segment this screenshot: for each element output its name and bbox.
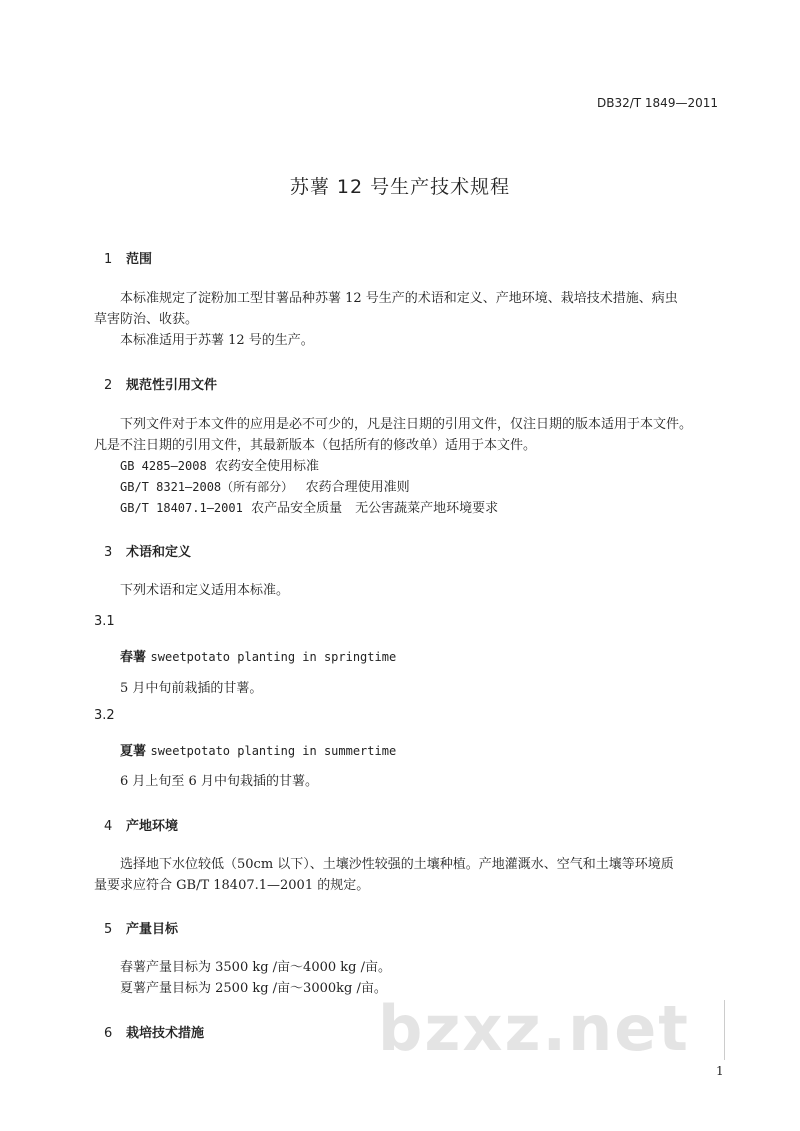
section-4-paragraph-1b: 量要求应符合 GB/T 18407.1—2001 的规定。 — [94, 878, 370, 893]
term-definition: 5 月中旬前栽插的甘薯。 — [120, 681, 263, 696]
section-5-heading — [104, 918, 178, 937]
section-4-heading — [104, 815, 178, 834]
section-6-number: 6 — [104, 1026, 113, 1041]
term-english: sweetpotato planting in springtime — [150, 650, 397, 664]
term-entry — [120, 740, 396, 759]
section-1-paragraph-2: 本标准适用于苏薯 12 号的生产。 — [120, 333, 314, 348]
reference-name: 农药合理使用准则 — [305, 480, 410, 495]
term-number: 3.2 — [94, 708, 115, 723]
reference-item — [120, 456, 319, 477]
section-4-title: 产地环境 — [126, 819, 179, 834]
section-4-number: 4 — [104, 819, 113, 834]
term-entry — [120, 646, 396, 665]
section-3-heading — [104, 541, 191, 560]
section-5-number: 5 — [104, 922, 113, 937]
section-2-paragraph-1b: 凡是不注日期的引用文件，其最新版本（包括所有的修改单）适用于本文件。 — [94, 438, 537, 453]
term-definition: 6 月上旬至 6 月中旬栽插的甘薯。 — [120, 774, 318, 789]
section-5-title: 产量目标 — [126, 922, 179, 937]
reference-name: 农产品安全质量 无公害蔬菜产地环境要求 — [251, 501, 499, 516]
reference-item — [120, 477, 410, 498]
reference-code: GB/T 18407.1—2001 — [120, 501, 243, 515]
section-3-title: 术语和定义 — [126, 545, 192, 560]
section-3-number: 3 — [104, 545, 113, 560]
reference-item — [120, 498, 498, 519]
page-edge-line — [724, 1000, 725, 1060]
section-5-paragraph-2: 夏薯产量目标为 2500 kg /亩～3000kg /亩。 — [120, 981, 387, 996]
section-1-paragraph-1a: 本标准规定了淀粉加工型甘薯品种苏薯 12 号生产的术语和定义、产地环境、栽培技术措施、病虫 — [120, 291, 678, 306]
document-code: DB32/T 1849—2011 — [596, 96, 718, 110]
section-5-paragraph-1: 春薯产量目标为 3500 kg /亩～4000 kg /亩。 — [120, 960, 391, 975]
reference-code: GB 4285—2008 — [120, 459, 207, 473]
term-chinese: 夏薯 — [120, 744, 147, 759]
page-title: 苏薯 12 号生产技术规程 — [289, 176, 511, 198]
term-english: sweetpotato planting in summertime — [150, 744, 397, 758]
section-2-paragraph-1a: 下列文件对于本文件的应用是必不可少的，凡是注日期的引用文件，仅注日期的版本适用于本文件。 — [120, 417, 693, 432]
watermark: bzxz.net — [378, 992, 690, 1065]
section-1-title: 范围 — [126, 252, 153, 267]
term-number: 3.1 — [94, 614, 115, 629]
section-2-number: 2 — [104, 378, 113, 393]
section-3-intro: 下列术语和定义适用本标准。 — [120, 583, 290, 598]
term-chinese: 春薯 — [120, 650, 147, 665]
section-6-heading — [104, 1022, 204, 1041]
section-4-paragraph-1a: 选择地下水位较低（50cm 以下）、土壤沙性较强的土壤种植。产地灌溉水、空气和土壤等环境质 — [120, 857, 674, 872]
section-1-paragraph-1b: 草害防治、收获。 — [94, 312, 199, 327]
section-2-heading — [104, 374, 217, 393]
section-2-title: 规范性引用文件 — [126, 378, 218, 393]
page-number: 1 — [716, 1064, 724, 1078]
reference-code: GB/T 8321—2008（所有部分） — [120, 480, 294, 494]
section-1-heading — [104, 248, 152, 267]
section-6-title: 栽培技术措施 — [126, 1026, 205, 1041]
reference-name: 农药安全使用标准 — [214, 459, 319, 474]
section-1-number: 1 — [104, 252, 113, 267]
